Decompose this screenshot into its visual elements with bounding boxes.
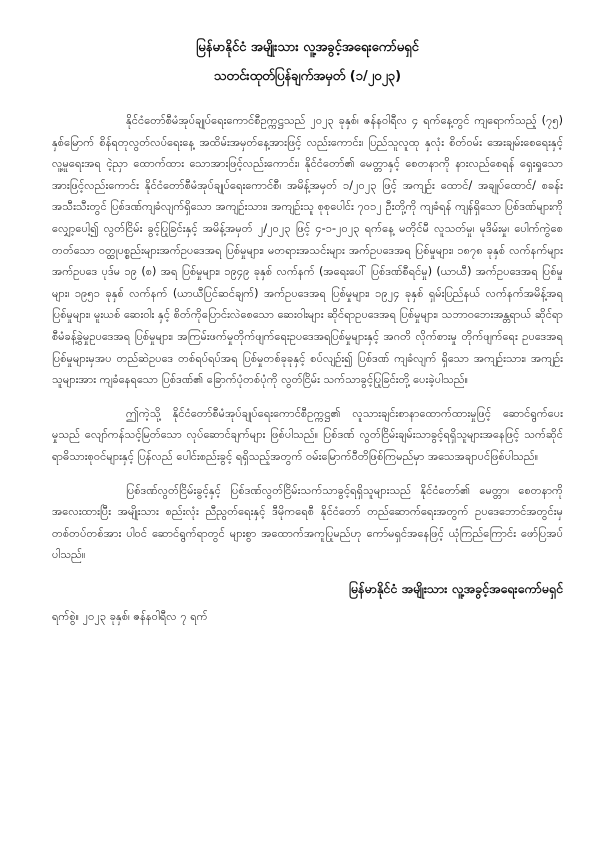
document-title: မြန်မာနိုင်ငံ အမျိုးသား လူ့အခွင့်အရေးကော်မရှင် — [196, 40, 419, 55]
document-body — [52, 110, 563, 566]
document-date: ရက်စွဲ။ ၂၀၂၃ ခုနှစ်၊ ဇန်နဝါရီလ ၇ ရက် — [52, 609, 208, 623]
press-release-number: သတင်းထုတ်ပြန်ချက်အမှတ် (၁/၂၀၂၃) — [213, 69, 402, 84]
signature-commission-name: မြန်မာနိုင်ငံ အမျိုးသား လူ့အခွင့်အရေးကော်မရှင် — [348, 580, 563, 596]
paragraph-humanitarian-remarks: ဤကဲ့သို့ နိုင်ငံတော်စီမံအုပ်ချုပ်ရေးကောင်စီဥက္ကဋ္ဌ၏ လူသားချင်းစာနာထောက်ထားမှုဖြင့် ဆောင်ရွက်ပေးမှုသည် လျော်ကန်သင့်မြတ်သော လုပ်ဆောင်ချက်များ ဖြစ်ပါသည်။ ပြစ်ဒဏ် လွတ်ငြိမ်းချမ်းသာခွင့်ရရှိသူများအနေဖြင့် သက်ဆိုင်ရာဓိသားစုဝင်များနှင့် ပြန်လည် ပေါင်းစည်းခွင့် ရရှိသည့်အတွက် ဝမ်းမြောက်ဝီတိဖြစ်ကြမည်မှာ အသေအချာပင်ဖြစ်ပါသည်။ — [52, 406, 563, 463]
paragraph-amnesty-details: နိုင်ငံတော်စီမံအုပ်ချုပ်ရေးကောင်စီဥက္ကဋ္ဌသည် ၂၀၂၃ ခုနှစ်၊ ဇန်နဝါရီလ ၄ ရက်နေ့တွင် ကျရောက်သည့် (၇၅) နှစ်မြောက် စိန်ရတုလွတ်လပ်ရေးနေ့ အထိမ်းအမှတ်နေ့အားဖြင့် လည်းကောင်း၊ ပြည်သူလူထု နှလုံး စိတ်ဝမ်း အေးချမ်းစေရေးနှင့် လူ့မှုရေးအရ ငဲ့ညှာ ထောက်ထား သောအားဖြင့်လည်းကောင်း၊ နိုင်ငံတော်၏ မေတ္တာနှင့် စေတနာကို နားလည်စေရန် ရှေးရှုသော အားဖြင့်လည်းကောင်း နိုင်ငံတော်စီမံအုပ်ချုပ်ရေးကောင်စီ၊ အမိန့်အမှတ် ၁/၂၀၂၃ ဖြင့် အကျဉ်း ထောင်/ အချုပ်ထောင်/ စခန်း အသီးသီးတွင် ပြစ်ဒဏ်ကျခံလျက်ရှိသော အကျဉ်းသား၊ အကျဉ်းသူ စုစုပေါင်း ၇၀၁၂ ဦးတို့ကို ကျခံရန် ကျန်ရှိသော ပြစ်ဒဏ်များကို လျှော့ပေါ့၍ လွတ်ငြိမ်း ခွင့်ပြုခြင်းနှင့် အမိန့်အမှတ် ၂/၂၀၂၃ ဖြင့် ၄-၁-၂၀၂၃ ရက်နေ့ မတိုင်မီ လူသတ်မှု၊ မုဒိမ်းမှု၊ ပေါက်ကွဲစေတတ်သော ဝတ္ထုပစ္စည်းများအက်ဥပဒေအရ ပြစ်မှုများ၊ မတရားအသင်းများ အက်ဥပဒေအရ ပြစ်မှုများ၊ ၁၈၇၈ ခုနှစ် လက်နက်များအက်ဥပဒေ ပုဒ်မ ၁၉ (စ) အရ ပြစ်မှုများ၊ ၁၉၄၉ ခုနှစ် လက်နက် (အရေးပေါ် ပြစ်ဒဏ်စီရင်မှု) (ယာယီ) အက်ဥပဒေအရ ပြစ်မှုများ၊ ၁၉၅၁ ခုနှစ် လက်နက် (ယာယီပြင်ဆင်ချက်) အက်ဥပဒေအရ ပြစ်မှုများ၊ ၁၉၂၄ ခုနှစ် ရှမ်းပြည်နယ် လက်နက်အမိန့်အရ ပြစ်မှုများ၊ မူးယစ် ဆေးဝါး နှင့် စိတ်ကိုပြောင်းလဲစေသော ဆေးဝါးများ ဆိုင်ရာဥပဒေအရ ပြစ်မှုများ၊ သဘာဝဘေးအန္တရာယ် ဆိုင်ရာစီမံခန့်ခွဲမှုဥပဒေအရ ပြစ်မှုများ၊ အကြမ်းဖက်မှုတိုက်ဖျက်ရေးဥပဒေအရပြစ်မှုများနှင့် အဂတိ လိုက်စားမှု တိုက်ဖျက်ရေး ဥပဒေအရ ပြစ်မှုများမှအပ တည်ဆဲဥပဒေ တစ်ရပ်ရပ်အရ ပြစ်မှုတစ်ခုခုနှင့် စပ်လျဉ်း၍ ပြစ်ဒဏ် ကျခံလျက် ရှိသော အကျဉ်းသား၊ အကျဉ်းသူများအား ကျခံနေရသော ပြစ်ဒဏ်၏ ခြောက်ပုံတစ်ပုံကို လွတ်ငြိမ်း သက်သာခွင့်ပြုခြင်းတို့ ပေးခဲ့ပါသည်။ — [52, 114, 563, 387]
paragraph-commission-statement: ပြစ်ဒဏ်လွတ်ငြိမ်းခွင့်နှင့် ပြစ်ဒဏ်လွတ်ငြိမ်းသက်သာခွင့်ရရှိသူများသည် နိုင်ငံတော်၏ မေတ္တာ၊ စေတနာကို အလေးထားပြီး အမျိုးသား စည်းလုံး ညီညွတ်ရေးနှင့် ဒီမိုကရေစီ နိုင်ငံတော် တည်ဆောက်ရေးအတွက် ဥပဒေဘောင်အတွင်းမှ တစ်တပ်တစ်အား ပါဝင် ဆောင်ရွက်ရာတွင် များစွာ အထောက်အကူပြုမည်ဟု ကော်မရှင်အနေဖြင့် ယုံကြည်ကြောင်း ဖော်ပြအပ်ပါသည်။ — [52, 483, 563, 562]
document-header — [52, 34, 563, 90]
